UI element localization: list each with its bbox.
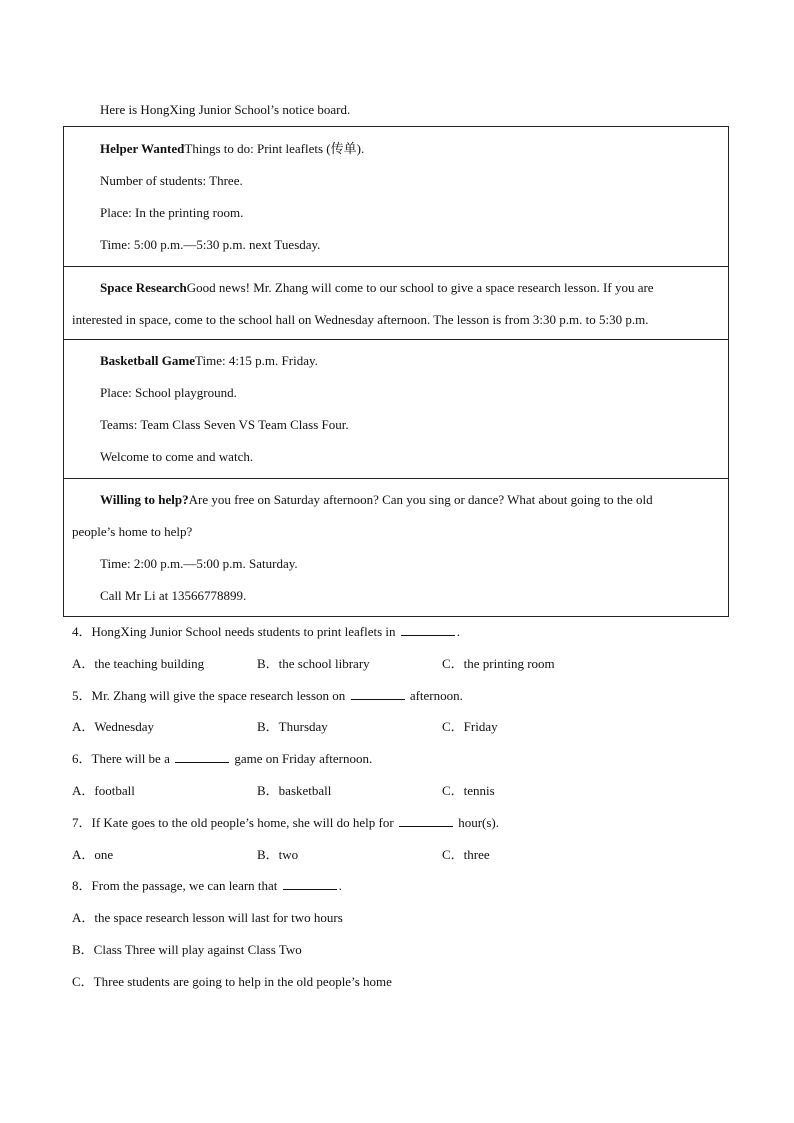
question-options [72,711,732,743]
option-b[interactable]: B．basketball [257,782,332,798]
question-8 [72,870,732,997]
option-c[interactable]: C．three [442,846,490,862]
notice-line: Welcome to come and watch. [100,449,254,464]
option-a[interactable]: A．football [72,782,135,798]
notice-title: Willing to help? [100,492,189,507]
question-stem: 4．HongXing Junior School needs students to print leaflets in . [72,624,461,639]
answer-blank[interactable] [283,878,337,890]
question-number: 4． [72,624,92,639]
question-5 [72,680,732,744]
notice-first-line [64,345,728,377]
intro-text: Here is HongXing Junior School’s notice board. [100,102,351,117]
question-6 [72,743,732,807]
answer-blank[interactable] [399,815,453,827]
answer-blank[interactable] [175,751,229,763]
question-number: 8． [72,878,92,894]
notice-text: Time: 4:15 p.m. Friday. [194,353,318,368]
notice-title: Basketball Game [100,353,195,368]
notice-line: Number of students: Three. [100,173,243,188]
question-number: 7． [72,814,92,830]
answer-blank[interactable] [351,688,405,700]
questions-section [72,616,732,998]
option-a[interactable]: A．one [72,846,114,862]
notice-line: Place: School playground. [100,385,237,400]
notice-title: Space Research [100,280,187,295]
option-b[interactable]: B．the school library [257,655,370,671]
question-options [72,648,732,680]
option-b[interactable]: B．two [257,846,299,862]
question-4 [72,616,732,680]
option-c[interactable]: C．the printing room [442,655,555,671]
notice-board [63,126,729,617]
option-b[interactable]: B．Thursday [257,719,328,735]
notice-first-line [64,133,728,165]
notice-line: Time: 2:00 p.m.—5:00 p.m. Saturday. [100,556,298,571]
option-b[interactable]: B．Class Three will play against Class Two [72,941,302,957]
notice-basketball-game [64,339,728,478]
question-stem: 6．There will be a game on Friday afternoon. [72,751,373,767]
question-stem: 7．If Kate goes to the old people’s home, she will do help for hour(s). [72,814,499,830]
question-options [72,775,732,807]
option-c[interactable]: C．tennis [442,782,495,798]
notice-line: Teams: Team Class Seven VS Team Class Four. [100,417,349,432]
notice-paragraph [64,484,728,548]
option-c[interactable]: C．Friday [442,719,498,735]
notice-text: Are you free on Saturday afternoon? Can you sing or dance? What about going to the old people’s home to help? [72,492,653,539]
option-a[interactable]: A．Wednesday [72,719,154,735]
question-options [72,839,732,871]
option-c[interactable]: C．Three students are going to help in the old people’s home [72,973,392,989]
notice-helper-wanted [64,127,728,266]
answer-blank[interactable] [401,624,455,636]
option-a[interactable]: A．the teaching building [72,655,205,671]
question-number: 6． [72,751,92,767]
notice-line: Place: In the printing room. [100,205,244,220]
notice-willing-to-help [64,478,728,616]
question-stem: 5．Mr. Zhang will give the space research lesson on afternoon. [72,687,463,703]
option-a[interactable]: A．the space research lesson will last for two hours [72,910,343,926]
notice-space-research [64,266,728,339]
notice-text: Good news! Mr. Zhang will come to our school to give a space research lesson. If you are interested in space, come to the school hall on Wednesday afternoon. The lesson is from 3:30 p.m. to 5:30 p.m. [72,280,654,327]
notice-paragraph [64,272,728,336]
notice-line: Call Mr Li at 13566778899. [100,588,247,603]
question-number: 5． [72,687,92,703]
notice-text: Things to do: Print leaflets (传单). [184,141,365,156]
question-7 [72,807,732,871]
question-stem: 8．From the passage, we can learn that . [72,878,342,894]
notice-title: Helper Wanted [100,141,185,156]
notice-line: Time: 5:00 p.m.—5:30 p.m. next Tuesday. [100,237,321,252]
